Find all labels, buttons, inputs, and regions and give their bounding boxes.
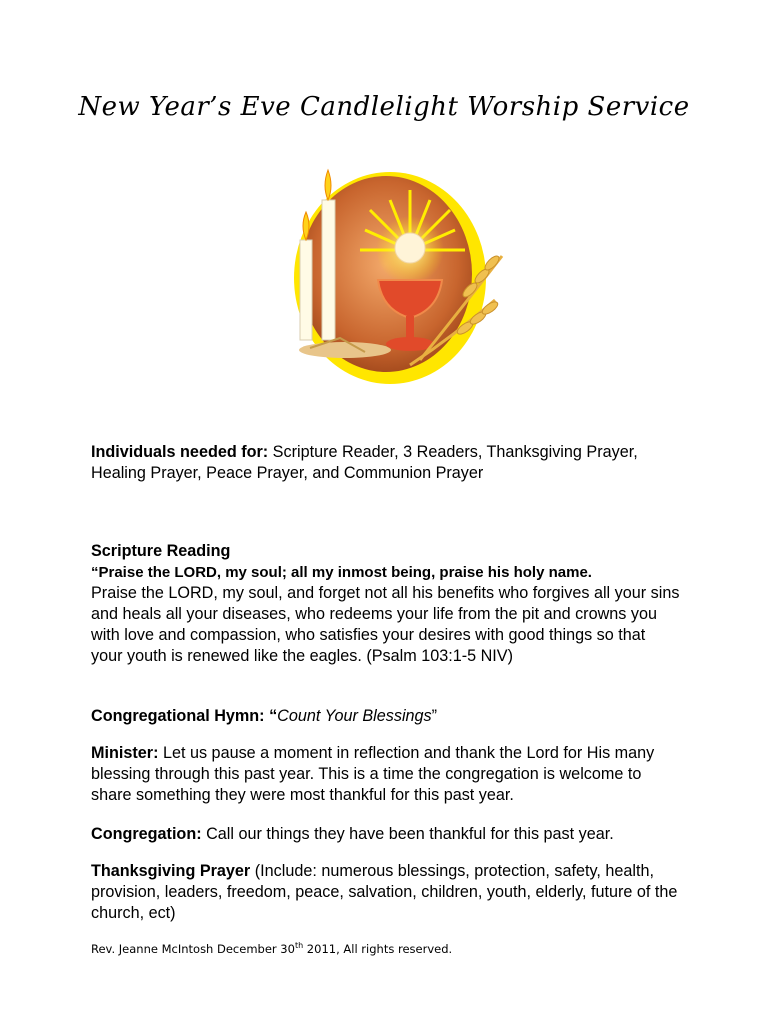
individuals-needed (91, 442, 681, 484)
thanksgiving-prayer (91, 861, 681, 924)
footer-copyright (91, 942, 452, 956)
scripture-bold-line: “Praise the LORD, my soul; all my inmost being, praise his holy name. (91, 564, 592, 581)
minister-text: Let us pause a moment in reflection and thank the Lord for His many blessing through this past year. This is a time the congregation is welcome to share something they were most thankful for this past year. (91, 744, 655, 804)
individuals-text: Scripture Reader, 3 Readers, Thanksgiving Prayer, Healing Prayer, Peace Prayer, and Communion Prayer (91, 443, 638, 482)
thanksgiving-text: (Include: numerous blessings, protection, safety, health, provision, leaders, freedom, peace, salvation, children, youth, elderly, future of the church, ect) (91, 862, 678, 922)
congregational-hymn (91, 706, 681, 727)
hymn-title: Count Your Blessings (277, 707, 432, 725)
scripture-body: Praise the LORD, my soul, and forget not all his benefits who forgives all your sins and heals all your diseases, who redeems your life from the pit and crowns you with love and compassion, who satisfies your desires with good things so that your youth is renewed like the eagles. (Psalm 103:1-5 NIV) (91, 584, 680, 665)
scripture-heading: Scripture Reading (91, 542, 231, 560)
hymn-label: Congregational Hymn: “ (91, 707, 278, 725)
footer-after: 2011, All rights reserved. (303, 942, 453, 956)
footer-sup: th (294, 941, 304, 951)
hymn-close-quote: ” (431, 707, 438, 725)
congregation-section (91, 824, 681, 845)
footer-before: Rev. Jeanne McIntosh December 30 (91, 942, 295, 956)
individuals-label: Individuals needed for: (91, 443, 269, 461)
scripture-reading (91, 541, 681, 667)
minister-label: Minister: (91, 744, 159, 762)
minister-section (91, 743, 681, 806)
congregation-label: Congregation: (91, 825, 202, 843)
candle-chalice-illustration (270, 160, 510, 390)
document-title: New Year’s Eve Candlelight Worship Service (78, 92, 690, 122)
congregation-text: Call our things they have been thankful for this past year. (201, 825, 614, 843)
thanksgiving-label: Thanksgiving Prayer (91, 862, 251, 880)
